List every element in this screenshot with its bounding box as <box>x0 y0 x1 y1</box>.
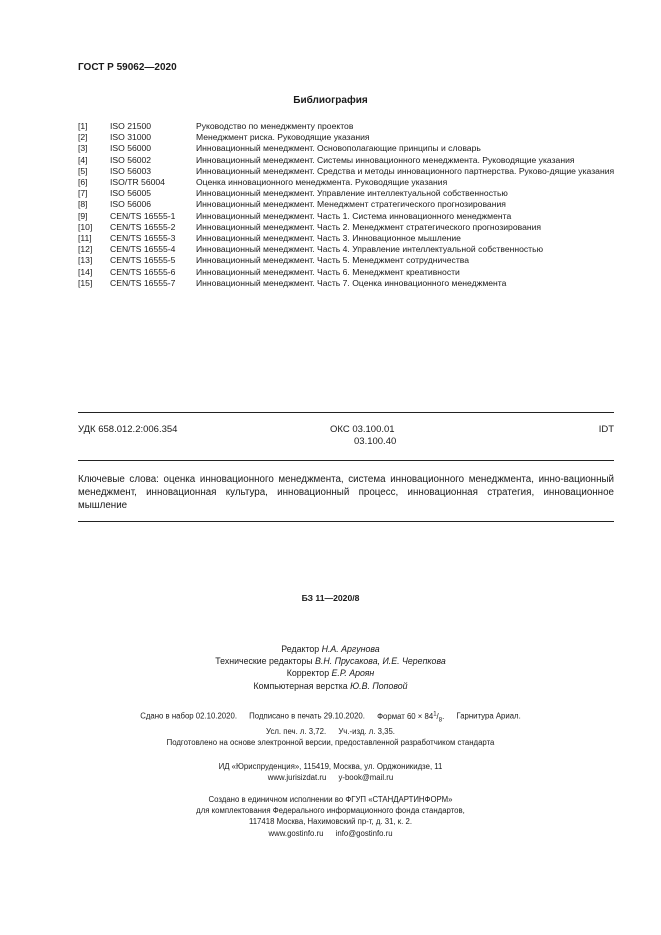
oks-code-1: ОКС 03.100.01 <box>330 424 395 435</box>
entry-standard: CEN/TS 16555-2 <box>110 221 176 232</box>
bibliography-entry <box>78 222 618 233</box>
entry-title: Руководство по менеджменту проектов <box>196 121 354 131</box>
bibliography-entry <box>78 177 618 188</box>
corrector-name: Е.Р. Ароян <box>331 668 375 679</box>
entry-standard: CEN/TS 16555-5 <box>110 255 176 266</box>
entry-number: [8] <box>78 199 88 210</box>
bibliography-list <box>78 121 618 289</box>
entry-standard: ISO 31000 <box>110 132 152 143</box>
production-block <box>0 794 661 839</box>
entry-title: Инновационный менеджмент. Менеджмент стратегического прогнозирования <box>196 199 506 210</box>
gostinfo-site[interactable]: www.gostinfo.ru <box>268 828 324 838</box>
bibliography-entry <box>78 244 618 255</box>
publisher-address: ИД «Юриспруденция», 115419, Москва, ул. Орджоникидзе, 11 <box>218 762 443 771</box>
entry-number: [7] <box>78 188 88 199</box>
gostinfo-email[interactable]: info@gostinfo.ru <box>335 828 393 838</box>
entry-number: [3] <box>78 143 88 154</box>
tech-editors-line <box>0 655 661 667</box>
entry-standard: CEN/TS 16555-7 <box>110 277 176 288</box>
editor-label: Редактор <box>281 644 320 654</box>
prepared-note: Подготовлено на основе электронной версии, предоставленной разработчиком стандарта <box>166 738 495 747</box>
made-line-3: 117418 Москва, Нахимовский пр-т, д. 31, к. 2. <box>248 817 413 827</box>
layout-line <box>0 680 661 692</box>
bibliography-entry <box>78 188 618 199</box>
entry-standard: ISO 56005 <box>110 188 152 199</box>
paper-format: Формат $60 \times 84^1/_8$. <box>377 711 445 724</box>
bz-number: БЗ 11—2020/8 <box>301 593 360 603</box>
made-line-2: для комплектования Федерального информационного фонда стандартов, <box>196 806 465 816</box>
top-divider <box>78 412 614 413</box>
entry-number: [10] <box>78 221 93 232</box>
editor-line <box>0 643 661 655</box>
entry-number: [15] <box>78 277 93 288</box>
bibliography-entry <box>78 155 618 166</box>
layout-label: Компьютерная верстка <box>253 680 348 691</box>
corrector-label: Корректор <box>286 668 330 679</box>
entry-number: [9] <box>78 210 88 221</box>
entry-number: [4] <box>78 154 88 165</box>
entry-standard: ISO 56000 <box>110 143 152 154</box>
entry-number: [6] <box>78 177 88 188</box>
print-details <box>0 709 661 737</box>
oks-codes <box>330 424 396 448</box>
entry-number: [12] <box>78 244 93 255</box>
entry-title: Менеджмент риска. Руководящие указания <box>196 132 370 143</box>
entry-standard: ISO 56006 <box>110 199 152 210</box>
entry-title: Инновационный менеджмент. Часть 6. Менеджмент креативности <box>196 266 460 277</box>
publisher-site[interactable]: www.jurisizdat.ru <box>267 773 327 783</box>
bibliography-entry <box>78 267 618 278</box>
editor-name: Н.А. Аргунова <box>321 644 380 654</box>
entry-standard: CEN/TS 16555-3 <box>110 233 176 244</box>
publisher-email[interactable]: y-book@mail.ru <box>338 773 394 783</box>
standard-header: ГОСТ Р 59062—2020 <box>78 62 177 73</box>
entry-title: Инновационный менеджмент. Часть 7. Оценка инновационного менеджмента <box>196 277 507 288</box>
entry-standard: ISO 56002 <box>110 154 152 165</box>
bibliography-entry <box>78 143 618 154</box>
signed-date: Подписано в печать 29.10.2020. <box>249 711 365 721</box>
bibliography-entry <box>78 255 618 266</box>
submitted-date: Сдано в набор 02.10.2020. <box>140 711 237 721</box>
bottom-divider <box>78 521 614 522</box>
tech-editors-label: Технические редакторы <box>215 656 313 667</box>
bibliography-entry <box>78 233 618 244</box>
entry-standard: ISO 56003 <box>110 165 152 176</box>
print-sheets: Усл. печ. л. 3,72. <box>266 727 327 737</box>
bibliography-title: Библиография <box>293 95 368 106</box>
entry-standard: CEN/TS 16555-1 <box>110 210 176 221</box>
typeface: Гарнитура Ариал. <box>456 711 521 721</box>
entry-standard: CEN/TS 16555-6 <box>110 266 176 277</box>
made-contacts <box>0 828 661 839</box>
publication-sheets: Уч.-изд. л. 3,35. <box>338 727 395 737</box>
layout-name: Ю.В. Поповой <box>350 680 408 691</box>
bibliography-entry <box>78 166 618 177</box>
entry-standard: ISO 21500 <box>110 121 152 131</box>
entry-title: Инновационный менеджмент. Часть 4. Управление интеллектуальной собственностью <box>196 244 544 255</box>
editors-block <box>0 643 661 692</box>
entry-title: Инновационный менеджмент. Средства и методы инновационного партнерства. Руково-дящие указания <box>196 165 615 176</box>
entry-title: Инновационный менеджмент. Часть 5. Менеджмент сотрудничества <box>196 255 469 266</box>
bibliography-entry <box>78 132 618 143</box>
entry-title: Инновационный менеджмент. Часть 1. Система инновационного менеджмента <box>196 210 512 221</box>
entry-standard: ISO/TR 56004 <box>110 177 165 188</box>
print-line-1 <box>0 709 661 726</box>
entry-number: [13] <box>78 255 93 266</box>
entry-title: Инновационный менеджмент. Системы инновационного менеджмента. Руководящие указания <box>196 154 575 165</box>
entry-number: [11] <box>78 233 92 244</box>
bibliography-entry <box>78 199 618 210</box>
oks-code-2: 03.100.40 <box>354 436 397 447</box>
entry-title: Инновационный менеджмент. Управление интеллектуальной собственностью <box>196 188 508 199</box>
entry-number: [14] <box>78 266 93 277</box>
entry-title: Инновационный менеджмент. Основополагающие принципы и словарь <box>196 143 481 154</box>
publisher-block <box>0 761 661 783</box>
made-line-1: Создано в единичном исполнении во ФГУП «СТАНДАРТИНФОРМ» <box>208 795 453 804</box>
entry-standard: CEN/TS 16555-4 <box>110 244 176 255</box>
keywords-paragraph: Ключевые слова: оценка инновационного менеджмента, система инновационного менеджмента, инно-вационный менеджмент, инновационная культура, инновационный процесс, инновационная стратегия, инновационное мышление <box>78 474 614 512</box>
entry-title: Инновационный менеджмент. Часть 2. Менеджмент стратегического прогнозирования <box>196 221 542 232</box>
bibliography-entry <box>78 121 618 132</box>
bibliography-entry <box>78 211 618 222</box>
bibliography-entry <box>78 278 618 289</box>
entry-number: [2] <box>78 132 88 143</box>
print-line-2 <box>0 726 661 737</box>
idt-label: IDT <box>598 424 614 435</box>
entry-number: [5] <box>78 165 88 176</box>
entry-number: [1] <box>78 121 88 131</box>
tech-editors-names: В.Н. Прусакова, И.Е. Черепкова <box>315 656 446 667</box>
udk-code: УДК 658.012.2:006.354 <box>78 424 178 435</box>
middle-divider <box>78 460 614 461</box>
entry-title: Оценка инновационного менеджмента. Руководящие указания <box>196 177 448 188</box>
entry-title: Инновационный менеджмент. Часть 3. Инновационное мышление <box>196 233 461 244</box>
publisher-contacts <box>0 772 661 783</box>
corrector-line <box>0 667 661 679</box>
